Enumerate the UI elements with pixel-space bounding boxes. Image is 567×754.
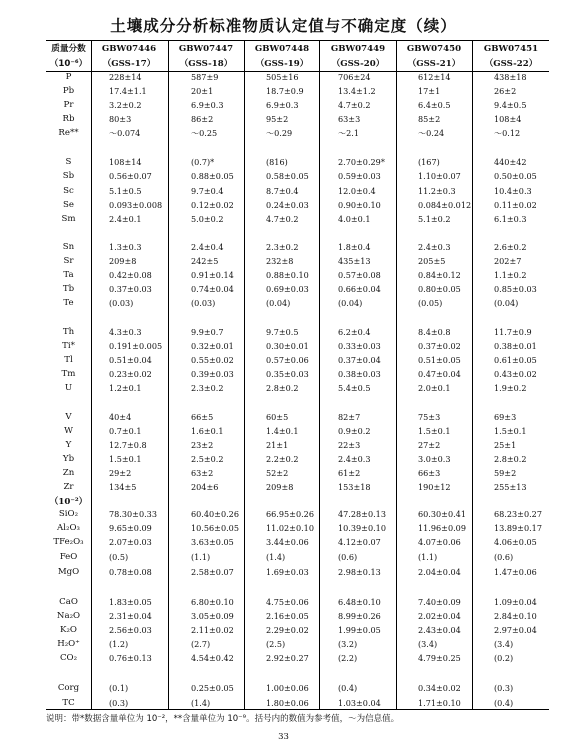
value-cell: 0.191±0.005 (109, 341, 163, 351)
value-cell: 2.56±0.03 (109, 625, 152, 635)
value-cell: 2.3±0.2 (266, 242, 299, 252)
value-cell: 0.47±0.04 (418, 369, 461, 379)
column-divider (319, 40, 320, 710)
value-cell: 21±1 (266, 440, 289, 450)
header-sample-4 (320, 42, 396, 72)
value-cell: 2.97±0.04 (494, 625, 537, 635)
value-cell: 47.28±0.13 (338, 509, 386, 519)
value-cell: 228±14 (109, 72, 142, 82)
element-label: Sm (61, 214, 76, 224)
value-cell: 1.00±0.06 (266, 683, 309, 693)
header-sample-3 (244, 42, 320, 72)
value-cell: 6.48±0.10 (338, 597, 381, 607)
value-cell: 232±8 (266, 256, 294, 266)
value-cell: 0.55±0.02 (191, 355, 234, 365)
page-number: 33 (278, 732, 289, 742)
sample-name: （GSS-19） (255, 59, 309, 69)
value-cell: 0.093±0.008 (109, 200, 163, 210)
value-cell: 12.0±0.4 (338, 186, 376, 196)
value-cell: 3.05±0.09 (191, 611, 234, 621)
element-label: Te (63, 298, 74, 308)
sample-name: （GSS-21） (407, 59, 461, 69)
value-cell: 1.6±0.1 (191, 426, 224, 436)
header-first-column (46, 42, 91, 72)
value-cell: 2.4±0.3 (418, 242, 451, 252)
value-cell: 0.50±0.05 (494, 171, 537, 181)
value-cell: (0.04) (494, 298, 519, 308)
value-cell: 1.83±0.05 (109, 597, 152, 607)
value-cell: 8.4±0.8 (418, 327, 451, 337)
value-cell: 1.09±0.04 (494, 597, 537, 607)
header-first-line1: 质量分数 (51, 44, 86, 54)
element-label: Pb (62, 86, 75, 96)
value-cell: (3.4) (418, 639, 438, 649)
value-cell: 4.12±0.07 (338, 537, 381, 547)
unit-row-label: （10⁻²） (49, 497, 88, 507)
value-cell: 0.59±0.03 (338, 171, 381, 181)
value-cell: 2.0±0.1 (418, 383, 451, 393)
value-cell: 1.03±0.04 (338, 698, 381, 708)
value-cell: 66±5 (191, 412, 214, 422)
value-cell: 4.79±0.25 (418, 653, 461, 663)
value-cell: ～0.074 (109, 128, 141, 138)
value-cell: 9.4±0.5 (494, 100, 527, 110)
footnote: 说明：带*数据含量单位为 10⁻²，**含量单位为 10⁻⁹。括号内的数值为参考值，～为信息值。 (46, 714, 400, 724)
value-cell: (0.2) (494, 653, 514, 663)
value-cell: 0.37±0.02 (418, 341, 461, 351)
element-label: SiO₂ (58, 509, 79, 519)
value-cell: 0.37±0.04 (338, 355, 381, 365)
value-cell: 8.7±0.4 (266, 186, 299, 196)
value-cell: 2.29±0.02 (266, 625, 309, 635)
value-cell: 2.8±0.2 (494, 454, 527, 464)
element-label: Re** (58, 128, 79, 138)
value-cell: 4.3±0.3 (109, 327, 142, 337)
value-cell: 2.98±0.13 (338, 567, 381, 577)
value-cell: 60±5 (266, 412, 289, 422)
value-cell: 706±24 (338, 72, 371, 82)
value-cell: 1.8±0.4 (338, 242, 371, 252)
value-cell: 2.5±0.2 (191, 454, 224, 464)
value-cell: (1.4) (266, 552, 286, 562)
element-label: MgO (57, 567, 80, 577)
element-label: CaO (59, 597, 78, 607)
value-cell: 86±2 (191, 114, 214, 124)
value-cell: 0.66±0.04 (338, 284, 381, 294)
value-cell: 0.43±0.02 (494, 369, 537, 379)
value-cell: (2.7) (191, 639, 211, 649)
value-cell: 66.95±0.26 (266, 509, 314, 519)
value-cell: (0.7)* (191, 157, 215, 167)
value-cell: 23±2 (191, 440, 214, 450)
value-cell: (0.04) (266, 298, 291, 308)
element-label: Sr (63, 256, 74, 266)
value-cell: 0.38±0.03 (338, 369, 381, 379)
element-label: K₂O (60, 625, 77, 635)
value-cell: 1.5±0.1 (494, 426, 527, 436)
value-cell: 10.39±0.10 (338, 523, 386, 533)
table-top-rule (46, 40, 549, 41)
value-cell: 2.4±0.4 (191, 242, 224, 252)
value-cell: 0.24±0.03 (266, 200, 309, 210)
element-label: Na₂O (56, 611, 81, 621)
element-label: CO₂ (59, 653, 78, 663)
value-cell: (0.05) (418, 298, 443, 308)
value-cell: 587±9 (191, 72, 219, 82)
value-cell: 2.92±0.27 (266, 653, 309, 663)
value-cell: 0.37±0.03 (109, 284, 152, 294)
value-cell: 0.34±0.02 (418, 683, 461, 693)
value-cell: 60.40±0.26 (191, 509, 239, 519)
value-cell: (0.6) (494, 552, 514, 562)
element-label: H₂O⁺ (57, 639, 80, 649)
element-label: Rb (62, 114, 75, 124)
header-sample-2 (168, 42, 244, 72)
value-cell: 10.4±0.3 (494, 186, 532, 196)
column-divider (472, 40, 473, 710)
column-divider (168, 40, 169, 710)
value-cell: 438±18 (494, 72, 527, 82)
value-cell: (0.3) (494, 683, 514, 693)
value-cell: 0.76±0.13 (109, 653, 152, 663)
value-cell: 1.80±0.06 (266, 698, 309, 708)
value-cell: 13.4±1.2 (338, 86, 376, 96)
value-cell: 0.78±0.08 (109, 567, 152, 577)
value-cell: 9.9±0.7 (191, 327, 224, 337)
value-cell: 1.69±0.03 (266, 567, 309, 577)
element-label: Y (65, 440, 72, 450)
column-divider (396, 40, 397, 710)
table-bottom-rule (46, 709, 549, 710)
value-cell: 108±4 (494, 114, 522, 124)
value-cell: 2.02±0.04 (418, 611, 461, 621)
value-cell: 9.7±0.4 (191, 186, 224, 196)
value-cell: 1.4±0.1 (266, 426, 299, 436)
value-cell: 5.1±0.2 (418, 214, 451, 224)
sample-code: GBW07450 (406, 44, 462, 54)
value-cell: 0.23±0.02 (109, 369, 152, 379)
value-cell: ～0.12 (494, 128, 521, 138)
sample-code: GBW07449 (330, 44, 386, 54)
value-cell: 0.7±0.1 (109, 426, 142, 436)
value-cell: 4.75±0.06 (266, 597, 309, 607)
element-label: Tb (62, 284, 75, 294)
value-cell: 204±6 (191, 482, 219, 492)
value-cell: 0.57±0.06 (266, 355, 309, 365)
sample-name: （GSS-22） (484, 59, 538, 69)
value-cell: ～0.29 (266, 128, 293, 138)
value-cell: 0.88±0.05 (191, 171, 234, 181)
value-cell: 108±14 (109, 157, 142, 167)
value-cell: 68.23±0.27 (494, 509, 542, 519)
value-cell: 5.1±0.5 (109, 186, 142, 196)
element-label: Zn (62, 468, 75, 478)
value-cell: 11.02±0.10 (266, 523, 314, 533)
value-cell: 5.0±0.2 (191, 214, 224, 224)
value-cell: 202±7 (494, 256, 522, 266)
page-title: 土壤成分分析标准物质认定值与不确定度（续） (110, 17, 457, 35)
value-cell: 0.69±0.03 (266, 284, 309, 294)
value-cell: 82±7 (338, 412, 361, 422)
element-label: Sb (62, 171, 75, 181)
value-cell: 2.31±0.04 (109, 611, 152, 621)
value-cell: 1.3±0.3 (109, 242, 142, 252)
value-cell: 4.07±0.06 (418, 537, 461, 547)
value-cell: ～2.1 (338, 128, 359, 138)
value-cell: 1.2±0.1 (109, 383, 142, 393)
value-cell: (3.2) (338, 639, 358, 649)
element-label: V (65, 412, 72, 422)
value-cell: 205±5 (418, 256, 446, 266)
value-cell: 1.47±0.06 (494, 567, 537, 577)
value-cell: 1.1±0.2 (494, 270, 527, 280)
value-cell: 0.88±0.10 (266, 270, 309, 280)
value-cell: (1.1) (418, 552, 438, 562)
value-cell: 78.30±0.33 (109, 509, 157, 519)
value-cell: (2.2) (338, 653, 358, 663)
value-cell: 3.44±0.06 (266, 537, 309, 547)
value-cell: 1.5±0.1 (109, 454, 142, 464)
value-cell: 0.80±0.05 (418, 284, 461, 294)
value-cell: 2.16±0.05 (266, 611, 309, 621)
value-cell: 134±5 (109, 482, 137, 492)
value-cell: 2.84±0.10 (494, 611, 537, 621)
value-cell: ～0.25 (191, 128, 218, 138)
value-cell: 0.91±0.14 (191, 270, 234, 280)
value-cell: 4.06±0.05 (494, 537, 537, 547)
value-cell: 2.70±0.29* (338, 157, 385, 167)
value-cell: 1.71±0.10 (418, 698, 461, 708)
value-cell: 6.9±0.3 (266, 100, 299, 110)
value-cell: 2.8±0.2 (266, 383, 299, 393)
value-cell: 9.7±0.5 (266, 327, 299, 337)
value-cell: 0.35±0.03 (266, 369, 309, 379)
value-cell: 0.51±0.04 (109, 355, 152, 365)
header-sample-1 (91, 42, 167, 72)
value-cell: 209±8 (266, 482, 294, 492)
value-cell: 2.43±0.04 (418, 625, 461, 635)
value-cell: 0.12±0.02 (191, 200, 234, 210)
value-cell: (1.4) (191, 698, 211, 708)
value-cell: 0.85±0.03 (494, 284, 537, 294)
column-divider (91, 40, 92, 710)
value-cell: 1.10±0.07 (418, 171, 461, 181)
element-label: Yb (62, 454, 75, 464)
value-cell: 61±2 (338, 468, 361, 478)
value-cell: 27±2 (418, 440, 441, 450)
element-label: FeO (59, 552, 78, 562)
value-cell: (0.03) (191, 298, 216, 308)
element-label: Sc (63, 186, 74, 196)
value-cell: (1.2) (109, 639, 129, 649)
value-cell: (2.5) (266, 639, 286, 649)
sample-code: GBW07451 (483, 44, 539, 54)
column-divider (244, 40, 245, 710)
value-cell: (0.04) (338, 298, 363, 308)
value-cell: 12.7±0.8 (109, 440, 147, 450)
value-cell: 2.11±0.02 (191, 625, 234, 635)
header-first-line2: （10⁻⁶） (49, 59, 88, 69)
element-label: Th (62, 327, 75, 337)
value-cell: (0.5) (109, 552, 129, 562)
value-cell: 63±2 (191, 468, 214, 478)
value-cell: 7.40±0.09 (418, 597, 461, 607)
value-cell: 20±1 (191, 86, 214, 96)
value-cell: 0.42±0.08 (109, 270, 152, 280)
value-cell: 209±8 (109, 256, 137, 266)
value-cell: 17±1 (418, 86, 441, 96)
value-cell: 255±13 (494, 482, 527, 492)
value-cell: 435±13 (338, 256, 371, 266)
value-cell: 11.7±0.9 (494, 327, 532, 337)
value-cell: (167) (418, 157, 440, 167)
value-cell: ～0.24 (418, 128, 445, 138)
value-cell: 2.3±0.2 (191, 383, 224, 393)
value-cell: (0.4) (338, 683, 358, 693)
value-cell: 3.0±0.3 (418, 454, 451, 464)
value-cell: 6.9±0.3 (191, 100, 224, 110)
value-cell: 0.58±0.05 (266, 171, 309, 181)
value-cell: 4.7±0.2 (266, 214, 299, 224)
value-cell: 52±2 (266, 468, 289, 478)
value-cell: 2.58±0.07 (191, 567, 234, 577)
value-cell: 22±3 (338, 440, 361, 450)
element-label: TFe₂O₃ (53, 537, 84, 547)
value-cell: 2.07±0.03 (109, 537, 152, 547)
header-sample-5 (396, 42, 472, 72)
value-cell: (0.6) (338, 552, 358, 562)
value-cell: 40±4 (109, 412, 132, 422)
header-sample-6 (473, 42, 549, 72)
value-cell: 6.80±0.10 (191, 597, 234, 607)
value-cell: 66±3 (418, 468, 441, 478)
value-cell: (3.4) (494, 639, 514, 649)
value-cell: 0.57±0.08 (338, 270, 381, 280)
value-cell: 0.25±0.05 (191, 683, 234, 693)
value-cell: 60.30±0.41 (418, 509, 466, 519)
element-label: Ti* (62, 341, 75, 351)
value-cell: 4.7±0.2 (338, 100, 371, 110)
value-cell: 0.11±0.02 (494, 200, 537, 210)
value-cell: (0.3) (109, 698, 129, 708)
value-cell: 0.56±0.07 (109, 171, 152, 181)
sample-name: （GSS-17） (102, 59, 156, 69)
value-cell: 69±3 (494, 412, 517, 422)
value-cell: 0.90±0.10 (338, 200, 381, 210)
value-cell: 4.0±0.1 (338, 214, 371, 224)
value-cell: 440±42 (494, 157, 527, 167)
sample-code: GBW07448 (254, 44, 310, 54)
value-cell: 3.2±0.2 (109, 100, 142, 110)
value-cell: 1.5±0.1 (418, 426, 451, 436)
value-cell: 0.84±0.12 (418, 270, 461, 280)
value-cell: 2.6±0.2 (494, 242, 527, 252)
value-cell: 95±2 (266, 114, 289, 124)
element-label: Tm (61, 369, 76, 379)
value-cell: 29±2 (109, 468, 132, 478)
value-cell: 9.65±0.09 (109, 523, 152, 533)
value-cell: 4.54±0.42 (191, 653, 234, 663)
value-cell: (0.1) (109, 683, 129, 693)
sample-code: GBW07447 (178, 44, 234, 54)
element-label: P (65, 72, 72, 82)
value-cell: (816) (266, 157, 288, 167)
sample-name: （GSS-18） (179, 59, 233, 69)
value-cell: 0.084±0.012 (418, 200, 472, 210)
value-cell: 1.99±0.05 (338, 625, 381, 635)
value-cell: 3.63±0.05 (191, 537, 234, 547)
value-cell: (1.1) (191, 552, 211, 562)
element-label: Ta (63, 270, 74, 280)
element-label: Zr (63, 482, 74, 492)
value-cell: 0.33±0.03 (338, 341, 381, 351)
value-cell: 0.74±0.04 (191, 284, 234, 294)
value-cell: 2.2±0.2 (266, 454, 299, 464)
element-label: Se (63, 200, 74, 210)
element-label: Corg (57, 683, 80, 693)
value-cell: 612±14 (418, 72, 451, 82)
element-label: TC (62, 698, 75, 708)
value-cell: 6.4±0.5 (418, 100, 451, 110)
element-label: U (64, 383, 73, 393)
value-cell: 26±2 (494, 86, 517, 96)
value-cell: 0.61±0.05 (494, 355, 537, 365)
element-label: Sn (62, 242, 75, 252)
value-cell: 17.4±1.1 (109, 86, 147, 96)
value-cell: 2.04±0.04 (418, 567, 461, 577)
value-cell: 0.51±0.05 (418, 355, 461, 365)
value-cell: 11.2±0.3 (418, 186, 456, 196)
value-cell: 0.39±0.03 (191, 369, 234, 379)
value-cell: 2.4±0.1 (109, 214, 142, 224)
value-cell: 0.30±0.01 (266, 341, 309, 351)
value-cell: 10.56±0.05 (191, 523, 239, 533)
value-cell: 11.96±0.09 (418, 523, 466, 533)
element-label: Tl (64, 355, 73, 365)
value-cell: 8.99±0.26 (338, 611, 381, 621)
element-label: Pr (63, 100, 74, 110)
value-cell: 0.38±0.01 (494, 341, 537, 351)
value-cell: 13.89±0.17 (494, 523, 542, 533)
value-cell: 242±5 (191, 256, 219, 266)
value-cell: 85±2 (418, 114, 441, 124)
value-cell: 75±3 (418, 412, 441, 422)
sample-name: （GSS-20） (331, 59, 385, 69)
value-cell: 153±18 (338, 482, 371, 492)
value-cell: (0.03) (109, 298, 134, 308)
value-cell: 25±1 (494, 440, 517, 450)
value-cell: 80±3 (109, 114, 132, 124)
value-cell: 59±2 (494, 468, 517, 478)
value-cell: 63±3 (338, 114, 361, 124)
value-cell: 0.32±0.01 (191, 341, 234, 351)
value-cell: 5.4±0.5 (338, 383, 371, 393)
element-label: S (65, 157, 72, 167)
value-cell: 190±12 (418, 482, 451, 492)
value-cell: 6.1±0.3 (494, 214, 527, 224)
value-cell: 2.4±0.3 (338, 454, 371, 464)
value-cell: (0.4) (494, 698, 514, 708)
element-label: Al₂O₃ (57, 523, 80, 533)
value-cell: 0.9±0.2 (338, 426, 371, 436)
value-cell: 505±16 (266, 72, 299, 82)
sample-code: GBW07446 (101, 44, 157, 54)
value-cell: 18.7±0.9 (266, 86, 304, 96)
value-cell: 1.9±0.2 (494, 383, 527, 393)
element-label: W (64, 426, 73, 436)
value-cell: 6.2±0.4 (338, 327, 371, 337)
